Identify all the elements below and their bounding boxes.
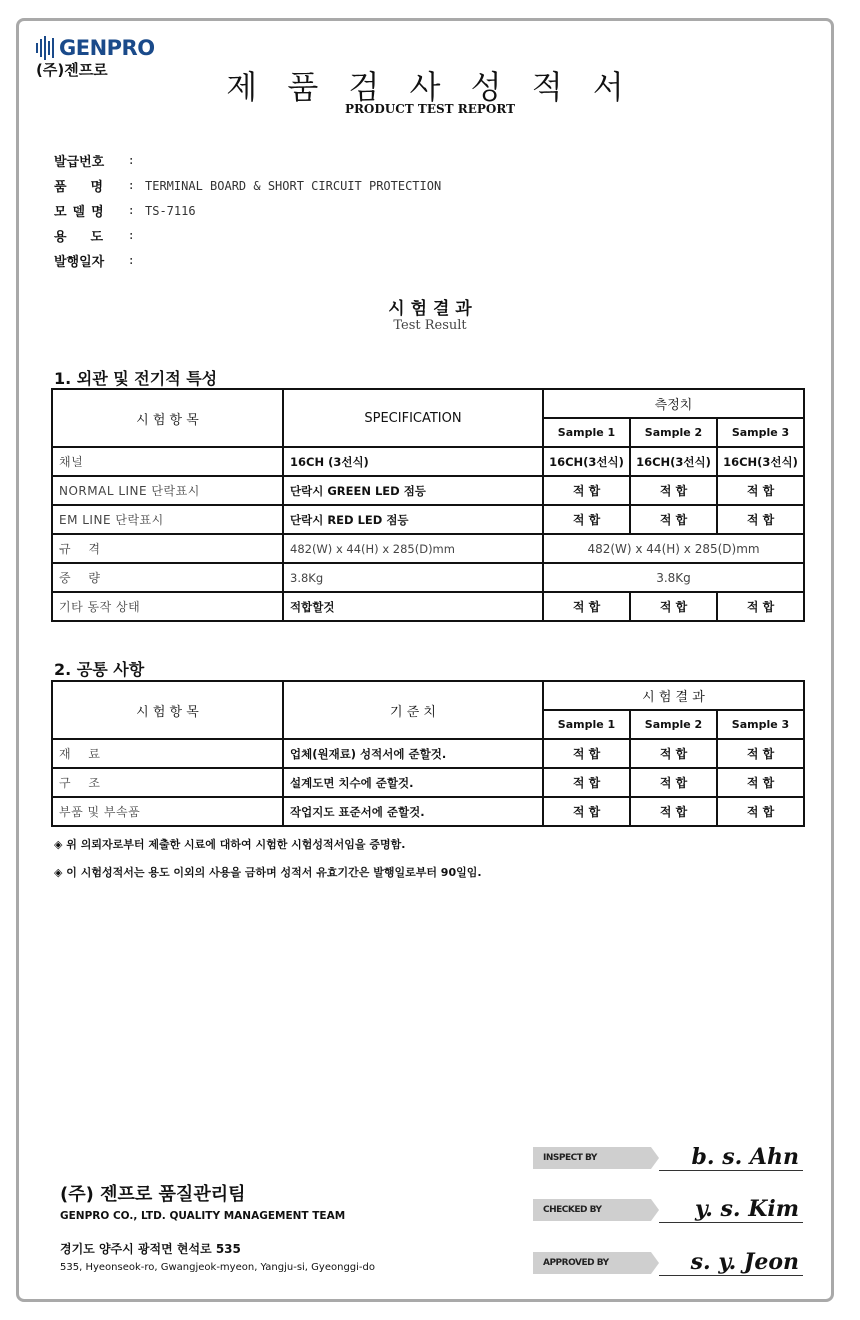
row-sample3: 적 합 xyxy=(717,739,804,768)
result-subtitle: Test Result xyxy=(393,318,467,333)
row-sample1: 적 합 xyxy=(543,592,630,621)
row-sample3: 적 합 xyxy=(717,797,804,826)
signature-checked xyxy=(533,1197,803,1223)
section2-title: 2. 공통 사항 xyxy=(54,660,145,679)
table-row xyxy=(52,592,804,621)
row-spec: 작업지도 표준서에 준할것. xyxy=(283,797,543,826)
row-sample3: 16CH(3선식) xyxy=(717,447,804,476)
header-sample2: Sample 2 xyxy=(630,418,717,447)
row-item: 중 량 xyxy=(52,563,283,592)
result-title: 시 험 결 과 xyxy=(388,299,472,319)
logo-korean: (주)젠프로 xyxy=(36,61,108,79)
row-item: EM LINE 단락표시 xyxy=(52,505,283,534)
row-sample1: 적 합 xyxy=(543,476,630,505)
row-item: 규 격 xyxy=(52,534,283,563)
row-sample2: 적 합 xyxy=(630,768,717,797)
row-sample1: 적 합 xyxy=(543,797,630,826)
row-spec: 단락시 RED LED 점등 xyxy=(283,505,543,534)
row-spec: 업체(원재료) 성적서에 준할것. xyxy=(283,739,543,768)
signature-role: APPROVED BY xyxy=(533,1252,651,1274)
row-sample3: 적 합 xyxy=(717,592,804,621)
table-row xyxy=(52,563,804,592)
row-merged-result: 482(W) x 44(H) x 285(D)mm xyxy=(543,534,804,563)
row-sample2: 적 합 xyxy=(630,739,717,768)
info-label: 발행일자 xyxy=(54,255,105,270)
common-items-table xyxy=(51,680,805,827)
table-row xyxy=(52,768,804,797)
table-row xyxy=(52,476,804,505)
note-validity: ◈ 이 시험성적서는 용도 이외의 사용을 금하며 성적서 유효기간은 발행일로부터 90일임. xyxy=(54,866,482,879)
signature-approved xyxy=(533,1250,803,1276)
info-row-issue-number: 발급번호 : xyxy=(54,153,134,170)
signature-role: INSPECT BY xyxy=(533,1147,651,1169)
signature-name: y. s. Kim xyxy=(694,1196,799,1222)
logo-name: GENPRO xyxy=(59,36,155,60)
info-label: 발급번호 xyxy=(54,155,105,170)
report-subtitle: PRODUCT TEST REPORT xyxy=(344,102,516,116)
info-label: 모델명 xyxy=(54,205,110,220)
header-result: 시 험 결 과 xyxy=(543,681,804,710)
row-sample1: 적 합 xyxy=(543,768,630,797)
row-sample2: 적 합 xyxy=(630,505,717,534)
header-sample2: Sample 2 xyxy=(630,710,717,739)
header-sample1: Sample 1 xyxy=(543,710,630,739)
row-sample2: 적 합 xyxy=(630,592,717,621)
signature-inspect xyxy=(533,1145,803,1171)
info-value: TERMINAL BOARD & SHORT CIRCUIT PROTECTION xyxy=(145,178,442,193)
soundwave-icon xyxy=(36,36,56,60)
table-row xyxy=(52,447,804,476)
signature-name: s. y. Jeon xyxy=(690,1249,799,1275)
characteristics-table xyxy=(51,388,805,622)
row-sample3: 적 합 xyxy=(717,768,804,797)
table-row xyxy=(52,739,804,768)
header-sample3: Sample 3 xyxy=(717,418,804,447)
row-item: 구 조 xyxy=(52,768,283,797)
row-item: 부품 및 부속품 xyxy=(52,797,283,826)
info-row-model: 모델명 : TS-7116 xyxy=(54,203,196,220)
footer-address-korean: 경기도 양주시 광적면 현석로 535 xyxy=(60,1242,241,1256)
footer-team-english: GENPRO CO., LTD. QUALITY MANAGEMENT TEAM xyxy=(60,1210,346,1222)
row-item: 채널 xyxy=(52,447,283,476)
row-spec: 적합할것 xyxy=(283,592,543,621)
row-item: NORMAL LINE 단락표시 xyxy=(52,476,283,505)
row-spec: 3.8Kg xyxy=(283,563,543,592)
signature-name: b. s. Ahn xyxy=(691,1144,799,1170)
header-item: 시 험 항 목 xyxy=(52,389,283,447)
report-title: 제 품 검 사 성 적 서 xyxy=(226,68,634,106)
info-row-issue-date: 발행일자 : xyxy=(54,253,134,270)
header-spec: SPECIFICATION xyxy=(283,389,543,447)
row-spec: 482(W) x 44(H) x 285(D)mm xyxy=(283,534,543,563)
row-sample2: 적 합 xyxy=(630,476,717,505)
row-item: 재 료 xyxy=(52,739,283,768)
row-sample1: 적 합 xyxy=(543,739,630,768)
header-sample1: Sample 1 xyxy=(543,418,630,447)
section1-title: 1. 외관 및 전기적 특성 xyxy=(54,369,218,388)
footer-address-english: 535, Hyeonseok-ro, Gwangjeok-myeon, Yangju-si, Gyeonggi-do xyxy=(60,1262,375,1273)
table-row xyxy=(52,797,804,826)
row-merged-result: 3.8Kg xyxy=(543,563,804,592)
row-sample3: 적 합 xyxy=(717,476,804,505)
row-sample1: 16CH(3선식) xyxy=(543,447,630,476)
note-certification: ◈ 위 의뢰자로부터 제출한 시료에 대하여 시험한 시험성적서임을 증명함. xyxy=(54,838,406,851)
header-measured: 측정치 xyxy=(543,389,804,418)
header-item: 시 험 항 목 xyxy=(52,681,283,739)
row-spec: 설계도면 치수에 준할것. xyxy=(283,768,543,797)
footer-team-korean: (주) 젠프로 품질관리팀 xyxy=(60,1184,246,1205)
info-label: 품명 xyxy=(54,180,128,195)
table-row xyxy=(52,505,804,534)
row-sample1: 적 합 xyxy=(543,505,630,534)
row-spec: 단락시 GREEN LED 점등 xyxy=(283,476,543,505)
row-sample3: 적 합 xyxy=(717,505,804,534)
info-row-usage: 용도 : xyxy=(54,228,134,245)
row-sample2: 적 합 xyxy=(630,797,717,826)
report-info xyxy=(54,148,441,273)
info-value: TS-7116 xyxy=(145,203,196,218)
info-label: 용도 xyxy=(54,230,128,245)
signature-role: CHECKED BY xyxy=(533,1199,651,1221)
header-standard: 기 준 치 xyxy=(283,681,543,739)
header-sample3: Sample 3 xyxy=(717,710,804,739)
row-item: 기타 동작 상태 xyxy=(52,592,283,621)
row-spec: 16CH (3선식) xyxy=(283,447,543,476)
row-sample2: 16CH(3선식) xyxy=(630,447,717,476)
info-row-product-name: 품명 : TERMINAL BOARD & SHORT CIRCUIT PROTECTION xyxy=(54,178,442,195)
table-row xyxy=(52,534,804,563)
